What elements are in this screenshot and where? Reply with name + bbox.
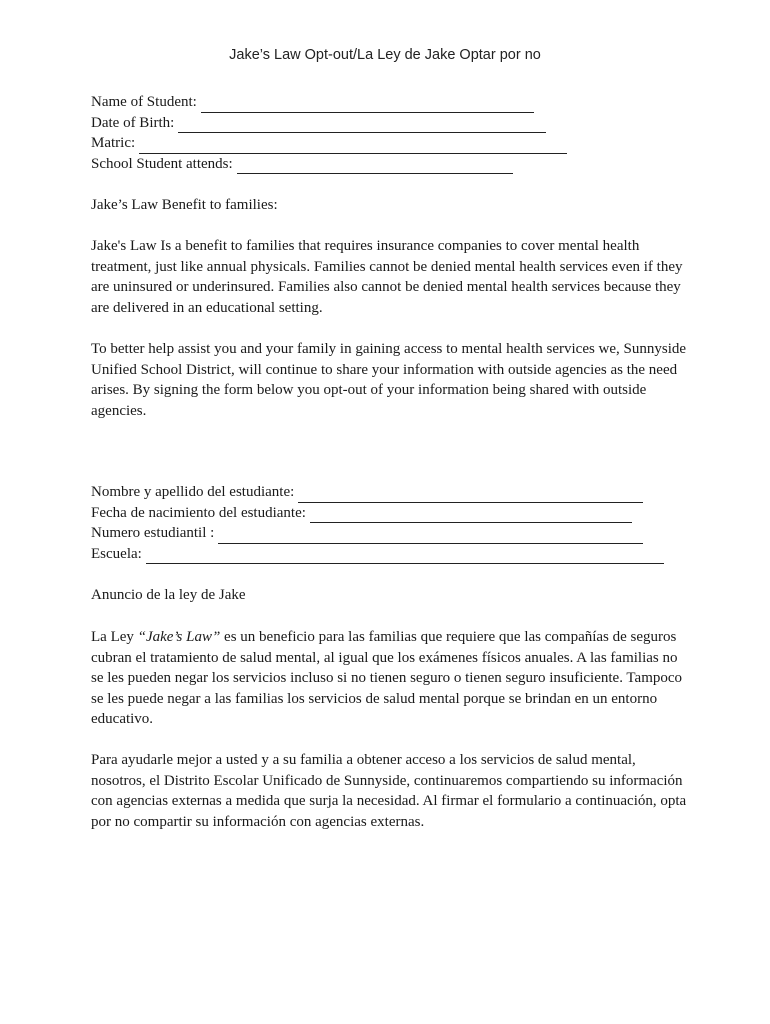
spanish-paragraph-1-text xyxy=(91,627,691,730)
english-paragraph-1-text: Jake's Law Is a benefit to families that requires insurance companies to cover mental health treatment, just like annual physicals. Families cannot be denied mental health services even if they are uninsured or underinsured. Families also cannot be denied mental health services because they are delivered in an educational setting. xyxy=(91,238,683,316)
field-blank-nombre[interactable] xyxy=(298,488,643,503)
spanish-form-fields xyxy=(91,482,691,564)
field-label-fecha: Fecha de nacimiento del estudiante: xyxy=(91,504,306,521)
field-row-numero xyxy=(91,523,691,544)
field-row-nombre xyxy=(91,482,691,503)
english-paragraph-2 xyxy=(91,339,691,421)
field-label-name-of-student: Name of Student: xyxy=(91,94,197,110)
field-label-date-of-birth: Date of Birth: xyxy=(91,114,175,131)
english-paragraph-2-text: To better help assist you and your family in gaining access to mental health services we, Sunnyside Unified School District, will continue to share your information with outside agencies as the need arises. By signing the form below you opt-out of your information being shared with outside agencies. xyxy=(91,341,687,419)
benefit-heading: Jake’s Law Benefit to families: xyxy=(91,197,278,213)
english-form-fields xyxy=(91,92,691,174)
spanish-paragraph-1-rest: es un beneficio para las familias que requiere que las compañías de seguros cubran el tratamiento de salud mental, al igual que los exámenes físicos anuales. A las familias no se les pueden negar los servicios incluso si no tienen seguro o tienen seguro insuficiente. Tampoco se les puede negar a las familias los servicios de salud mental porque se brindan en un entorno educativo. xyxy=(91,629,683,727)
field-blank-numero[interactable] xyxy=(218,529,643,544)
field-row-matric xyxy=(91,133,691,154)
document-title: Jake’s Law Opt-out/La Ley de Jake Optar por no xyxy=(229,47,541,63)
jakes-law-emphasis: “Jake’s Law” xyxy=(137,629,221,645)
english-paragraph-1 xyxy=(91,236,691,318)
field-row-date-of-birth xyxy=(91,113,691,134)
field-row-fecha xyxy=(91,503,691,524)
field-label-escuela: Escuela: xyxy=(91,545,142,562)
field-label-matric: Matric: xyxy=(91,135,136,151)
spanish-paragraph-2 xyxy=(91,750,691,832)
field-blank-escuela[interactable] xyxy=(146,549,664,564)
spanish-heading: Anuncio de la ley de Jake xyxy=(91,587,246,603)
field-row-school xyxy=(91,154,691,175)
spanish-paragraph-1-prefix: La Ley xyxy=(91,629,138,645)
field-label-numero: Numero estudiantil : xyxy=(91,525,215,541)
field-label-school: School Student attends: xyxy=(91,155,233,172)
field-blank-name-of-student[interactable] xyxy=(201,98,534,113)
field-blank-date-of-birth[interactable] xyxy=(178,118,546,133)
field-row-name-of-student xyxy=(91,92,691,113)
spanish-paragraph-1 xyxy=(91,627,691,730)
field-blank-school[interactable] xyxy=(237,159,513,174)
field-label-nombre: Nombre y apellido del estudiante: xyxy=(91,484,295,500)
field-blank-matric[interactable] xyxy=(139,139,567,154)
field-blank-fecha[interactable] xyxy=(310,508,632,523)
field-row-escuela xyxy=(91,544,691,565)
spanish-paragraph-2-text: Para ayudarle mejor a usted y a su familia a obtener acceso a los servicios de salud mental, nosotros, el Distrito Escolar Unificado de Sunnyside, continuaremos compartiendo su información con agencias externas a medida que surja la necesidad. Al firmar el formulario a continuación, opta por no compartir su información con agencias externas. xyxy=(91,752,687,830)
